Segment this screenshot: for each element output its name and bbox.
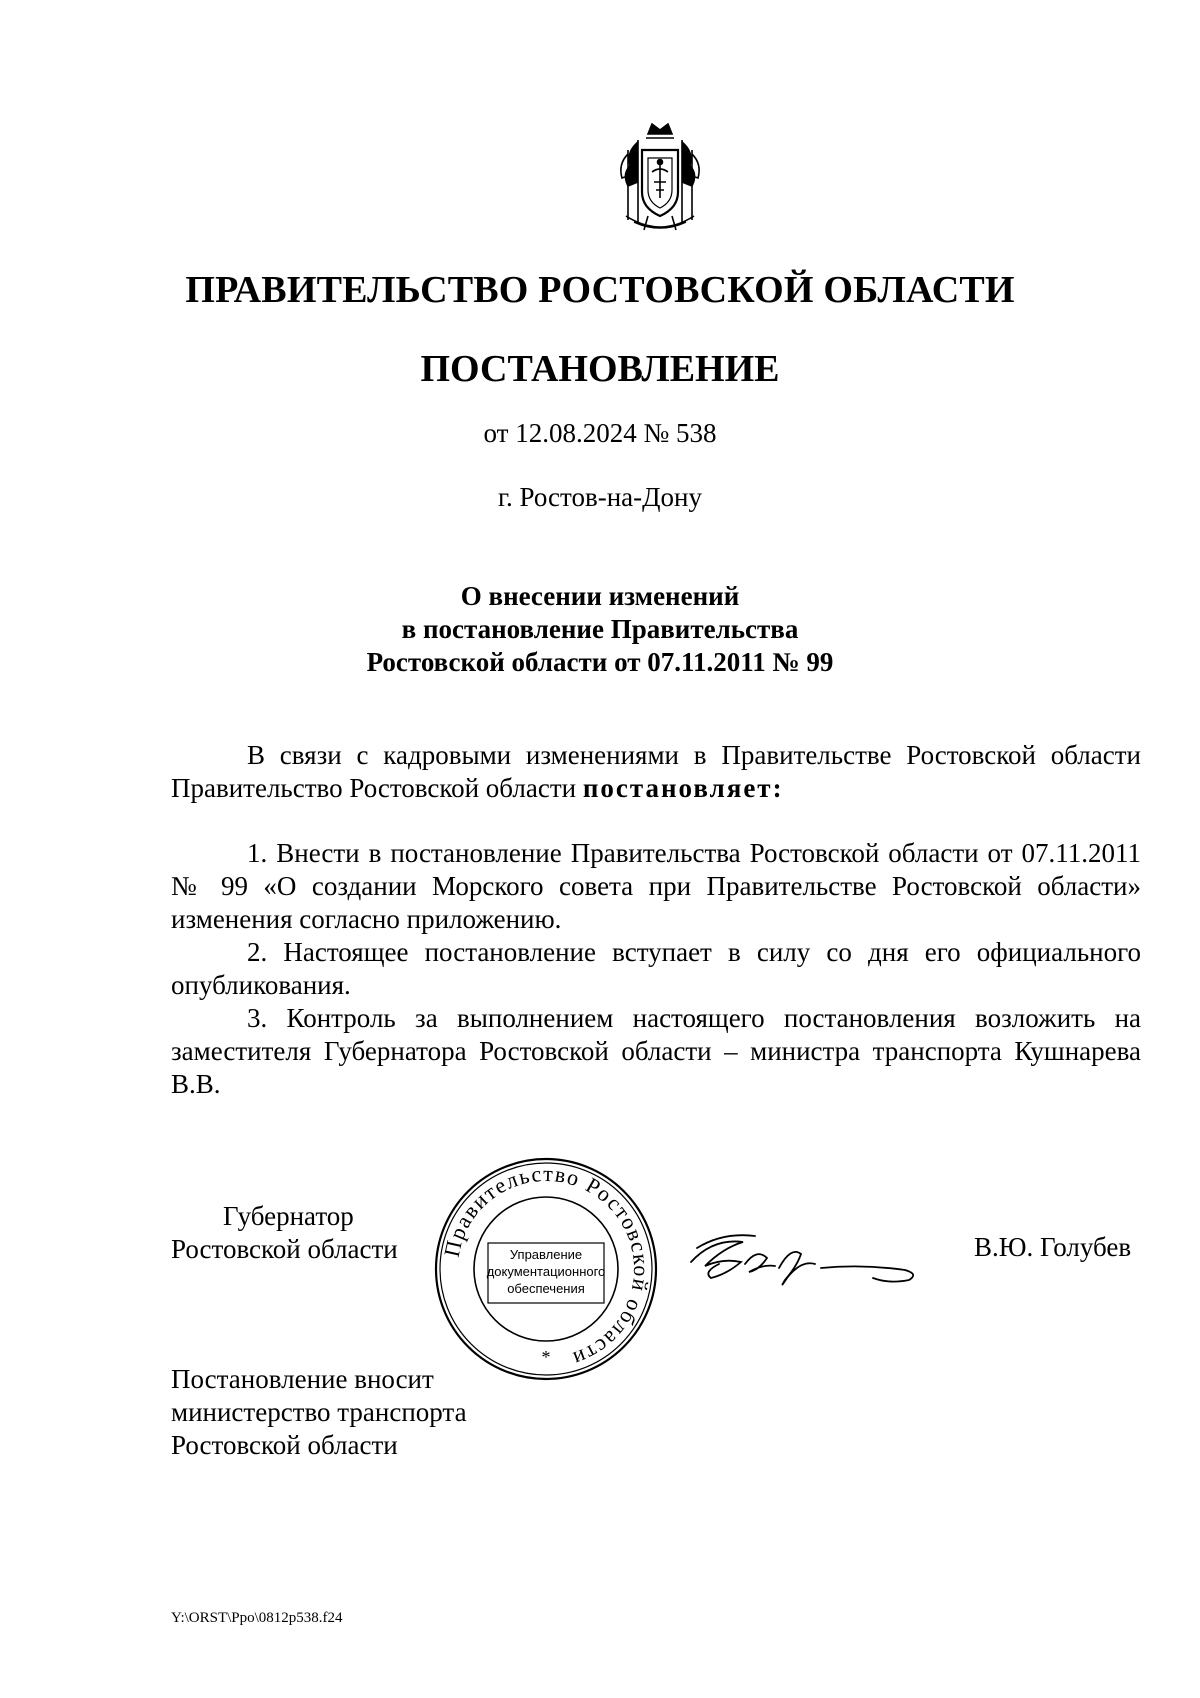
footer-file-path: Y:\ORST\Ppo\0812p538.f24 xyxy=(171,1610,343,1626)
signer-position xyxy=(171,1200,398,1266)
decree-item: 2. Настоящее постановление вступает в силу со дня его официального опубликования. xyxy=(171,937,1141,1000)
seal-center-line: документационного xyxy=(486,1264,606,1279)
submitted-by-line: министерство транспорта xyxy=(171,1397,467,1427)
seal-center-line: обеспечения xyxy=(507,1281,585,1296)
submitted-by xyxy=(171,1363,467,1462)
signer-position-line: Губернатор xyxy=(223,1201,354,1231)
submitted-by-line: Ростовской области xyxy=(171,1430,398,1460)
official-seal xyxy=(432,1155,660,1383)
submitted-by-line: Постановление вносит xyxy=(171,1364,434,1394)
subject-line: в постановление Правительства xyxy=(401,614,799,644)
decree-keyword: постановляет: xyxy=(582,773,784,803)
signer-position-line: Ростовской области xyxy=(171,1234,398,1264)
document-subject xyxy=(0,580,1200,679)
seal-center-line: Управление xyxy=(509,1247,583,1262)
seal-ring-text: Правительство Ростовской области xyxy=(438,1160,655,1373)
subject-line: Ростовской области от 07.11.2011 № 99 xyxy=(366,647,834,677)
decree-item: 1. Внести в постановление Правительства Ростовской области от 07.11.2011 № 99 «О создании Морского совета при Правительстве Ростовской области» изменения согласно приложению. xyxy=(171,838,1141,934)
signer-name: В.Ю. Голубев xyxy=(974,1232,1132,1262)
seal-star: * xyxy=(541,1347,551,1367)
coat-of-arms-icon xyxy=(608,120,712,238)
preamble-text: В связи с кадровыми изменениями в Правительстве Ростовской области Правительство Ростовской области xyxy=(171,740,1141,803)
document-place: г. Ростов-на-Дону xyxy=(497,482,702,512)
organization-title: ПРАВИТЕЛЬСТВО РОСТОВСКОЙ ОБЛАСТИ xyxy=(185,269,1015,311)
document-date-number: от 12.08.2024 № 538 xyxy=(483,418,717,448)
document-type: ПОСТАНОВЛЕНИЕ xyxy=(420,348,780,390)
preamble-paragraph xyxy=(171,739,1141,805)
document-body xyxy=(171,739,1141,1101)
subject-line: О внесении изменений xyxy=(460,581,740,611)
handwritten-signature xyxy=(683,1218,933,1308)
decree-item: 3. Контроль за выполнением настоящего постановления возложить на заместителя Губернатора Ростовской области – министра транспорта Кушнарева В.В. xyxy=(171,1003,1141,1099)
